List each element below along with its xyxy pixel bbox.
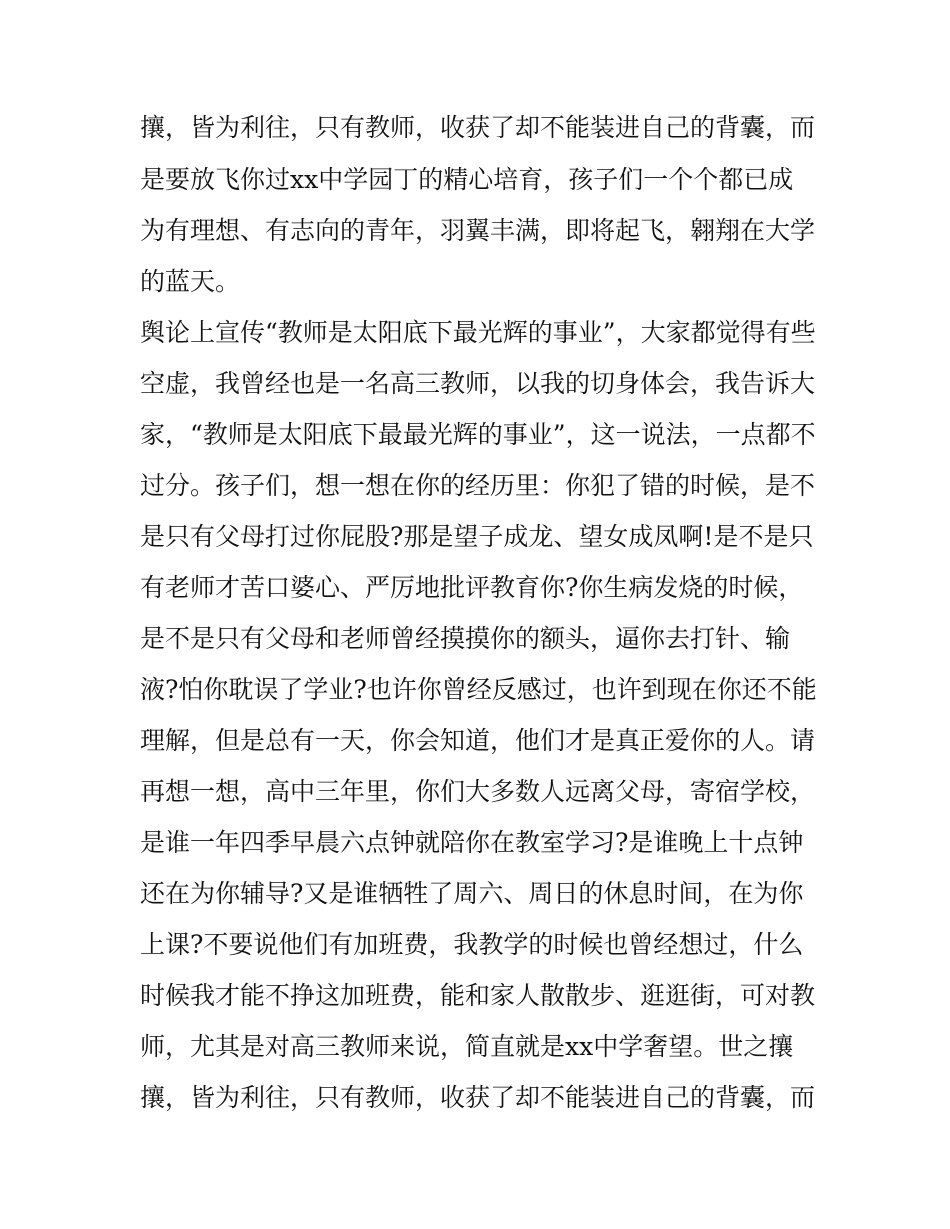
- text-line: 有老师才苦口婆心、严厉地批评教育你?你生病发烧的时候，: [140, 573, 804, 602]
- text-line: 攘，皆为利往，只有教师，收获了却不能装进自己的背囊，而: [140, 1083, 816, 1112]
- text-line: 上课?不要说他们有加班费，我教学的时候也曾经想过，什么: [140, 930, 804, 959]
- text-line: 舆论上宣传“教师是太阳底下最光辉的事业”，大家都觉得有些: [140, 318, 816, 347]
- text-line: 攘，皆为利往，只有教师，收获了却不能装进自己的背囊，而: [140, 113, 816, 142]
- text-line: 师，尤其是对高三教师来说，简直就是xx中学奢望。世之攘: [140, 1032, 794, 1061]
- text-line: 液?怕你耽误了学业?也许你曾经反感过，也许到现在你还不能: [140, 675, 817, 704]
- text-line: 时候我才能不挣这加班费，能和家人散散步、逛逛街，可对教: [140, 981, 816, 1010]
- text-line: 过分。孩子们，想一想在你的经历里：你犯了错的时候，是不: [140, 471, 816, 500]
- text-line: 是谁一年四季早晨六点钟就陪你在教室学习?是谁晚上十点钟: [140, 828, 804, 857]
- text-line: 是不是只有父母和老师曾经摸摸你的额头，逼你去打针、输: [140, 624, 791, 653]
- text-line: 空虚，我曾经也是一名高三教师，以我的切身体会，我告诉大: [140, 369, 816, 398]
- text-line: 是只有父母打过你屁股?那是望子成龙、望女成凤啊!是不是只: [140, 522, 814, 551]
- text-line: 家，“教师是太阳底下最最光辉的事业”，这一说法，一点都不: [140, 420, 816, 449]
- text-line: 再想一想，高中三年里，你们大多数人远离父母，寄宿学校，: [140, 777, 816, 806]
- text-line: 理解，但是总有一天，你会知道，他们才是真正爱你的人。请: [140, 726, 816, 755]
- text-line: 是要放飞你过xx中学园丁的精心培育，孩子们一个个都已成: [140, 165, 794, 194]
- text-line: 的蓝天。: [140, 267, 241, 296]
- text-line: 还在为你辅导?又是谁牺牲了周六、周日的休息时间，在为你: [140, 879, 804, 908]
- text-line: 为有理想、有志向的青年，羽翼丰满，即将起飞，翱翔在大学: [140, 216, 816, 245]
